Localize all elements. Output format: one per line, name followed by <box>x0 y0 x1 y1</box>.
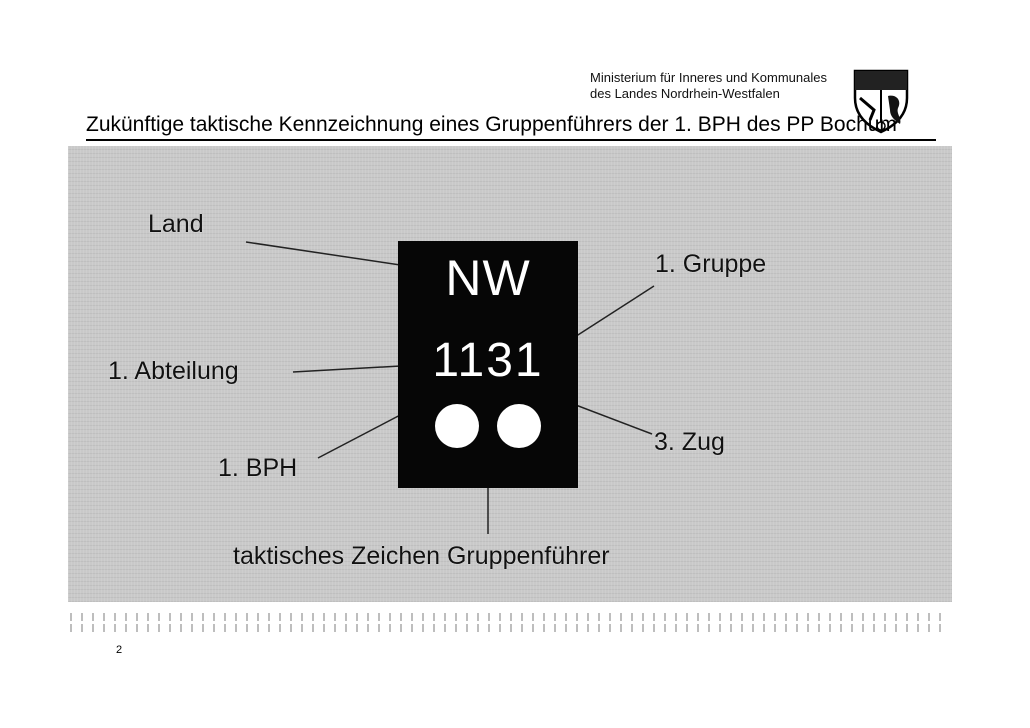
tactical-sign <box>398 241 578 488</box>
sign-dot-1 <box>435 404 479 448</box>
scan-noise-row-2 <box>70 624 950 632</box>
title-underline <box>86 139 936 141</box>
sign-country-code: NW <box>445 250 531 306</box>
ministry-line-1: Ministerium für Inneres und Kommunales <box>590 70 827 85</box>
label-land: Land <box>148 210 204 238</box>
ministry-line-2: des Landes Nordrhein-Westfalen <box>590 86 780 101</box>
ministry-header <box>590 70 827 102</box>
label-bph: 1. BPH <box>218 454 298 482</box>
slide-image <box>68 146 952 602</box>
label-gruppe: 1. Gruppe <box>655 250 767 278</box>
label-zug: 3. Zug <box>654 428 725 456</box>
label-caption: taktisches Zeichen Gruppenführer <box>233 542 610 570</box>
scan-noise-row-1 <box>70 613 950 621</box>
label-abteilung: 1. Abteilung <box>108 357 239 385</box>
page-title: Zukünftige taktische Kennzeichnung eines Gruppenführers der 1. BPH des PP Bochum <box>86 113 897 136</box>
page-number: 2 <box>116 644 123 656</box>
sign-dot-2 <box>497 404 541 448</box>
sign-unit-number: 1131 <box>432 334 544 387</box>
